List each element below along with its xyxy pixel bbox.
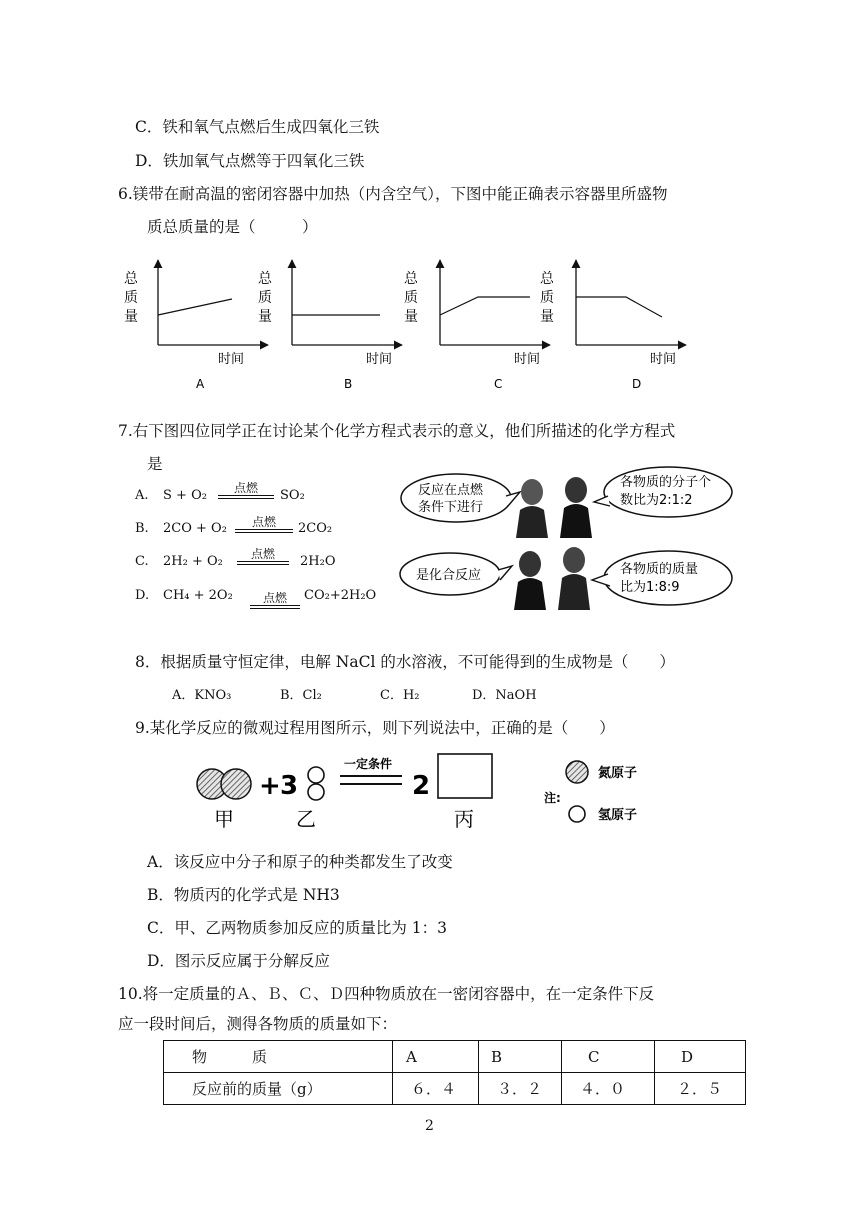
legend xyxy=(544,761,637,823)
table-cell: 反应前的质量（g） xyxy=(164,1073,393,1105)
graph-d-ylabel-2: 质 xyxy=(540,290,554,306)
graph-b-ylabel-3: 量 xyxy=(258,309,272,325)
q9-option-d: D．图示反应属于分解反应 xyxy=(147,952,330,970)
q9-option-c: C．甲、乙两物质参加反应的质量比为 1：3 xyxy=(147,919,448,937)
table-row xyxy=(164,1073,746,1105)
q7-option-b-lhs: 2CO + O₂ xyxy=(163,521,227,536)
table-header-cell: C xyxy=(562,1041,655,1073)
student-top-left-icon xyxy=(516,479,548,538)
q9-reaction-diagram xyxy=(170,746,670,836)
bubble-tl-line1: 反应在点燃 xyxy=(418,483,484,498)
graph-c xyxy=(404,260,550,391)
question-8: 8．根据质量守恒定律，电解 NaCl 的水溶液，不可能得到的生成物是（ ） xyxy=(135,653,675,671)
q7-option-c-label: C. xyxy=(135,554,149,569)
graph-c-xlabel: 时间 xyxy=(514,352,541,367)
graph-d-xlabel: 时间 xyxy=(650,352,677,367)
q7-option-c-rhs: 2H₂O xyxy=(300,554,336,569)
q7-option-b-label: B. xyxy=(135,521,149,536)
table-header-cell: B xyxy=(479,1041,562,1073)
legend-note: 注: xyxy=(544,791,561,805)
q7-option-d-lhs: CH₄ + 2O₂ xyxy=(163,588,233,603)
table-cell: ６．４ xyxy=(393,1073,479,1105)
bubble-bottom-right xyxy=(592,551,732,605)
graph-c-name: C xyxy=(494,377,503,391)
q6-graphs xyxy=(0,255,860,425)
bubble-tl-line2: 条件下进行 xyxy=(418,500,484,515)
q7-option-d-condition: 点燃 xyxy=(250,592,300,609)
coefficient-c: 2 xyxy=(412,771,431,801)
bubble-top-left xyxy=(401,474,520,522)
q7-option-a-lhs: S + O₂ xyxy=(163,488,207,503)
bubble-tr-line2: 数比为2:1:2 xyxy=(620,493,693,508)
graph-a xyxy=(124,260,268,391)
bubble-bottom-left xyxy=(400,553,512,595)
label-bing: 丙 xyxy=(454,807,474,831)
student-bottom-right-icon xyxy=(558,547,590,610)
q7-option-b-condition: 点燃 xyxy=(235,516,293,533)
reaction-condition: 一定条件 xyxy=(344,757,393,771)
q7-option-c-lhs: 2H₂ + O₂ xyxy=(163,554,223,569)
q8-option-d: D．NaOH xyxy=(472,688,537,703)
question-6-line1: 6.镁带在耐高温的密闭容器中加热（内含空气），下图中能正确表示容器里所盛物 xyxy=(118,185,668,203)
plus-sign: + xyxy=(259,771,281,801)
student-bottom-left-icon xyxy=(514,551,546,610)
question-6-line2: 质总质量的是（ ） xyxy=(147,218,318,236)
question-7-line1: 7.右下图四位同学正在讨论某个化学方程式表示的意义，他们所描述的化学方程式 xyxy=(118,422,676,440)
question-9: 9.某化学反应的微观过程用图所示，则下列说法中，正确的是（ ） xyxy=(135,719,615,737)
page-number: 2 xyxy=(425,1118,434,1134)
q8-option-c: C．H₂ xyxy=(380,688,420,703)
graph-b-ylabel-1: 总 xyxy=(258,271,272,287)
bubble-tr-line1: 各物质的分子个 xyxy=(620,475,712,490)
graph-b-xlabel: 时间 xyxy=(366,352,393,367)
q7-option-a-condition: 点燃 xyxy=(218,482,274,499)
bubble-br-line2: 比为1:8:9 xyxy=(620,580,680,595)
q10-table xyxy=(163,1040,746,1105)
graph-d-name: D xyxy=(632,377,642,391)
q7-option-d-label: D. xyxy=(135,588,150,603)
table-cell: ３．２ xyxy=(479,1073,562,1105)
table-row xyxy=(164,1041,746,1073)
molecule-n2-icon xyxy=(197,769,251,799)
graph-a-name: A xyxy=(196,377,205,391)
option-d: D．铁加氧气点燃等于四氧化三铁 xyxy=(135,152,365,170)
table-header-cell: A xyxy=(393,1041,479,1073)
graph-a-ylabel-1: 总 xyxy=(124,271,138,287)
q7-option-d-rhs: CO₂+2H₂O xyxy=(304,588,377,603)
nitrogen-atom-icon xyxy=(566,761,588,783)
q9-option-b: B．物质丙的化学式是 NH3 xyxy=(147,886,340,904)
question-10-line1: 10.将一定质量的Ａ、Ｂ、Ｃ、Ｄ四种物质放在一密闭容器中，在一定条件下反 xyxy=(118,985,655,1003)
table-cell: ２．５ xyxy=(655,1073,746,1105)
graph-d xyxy=(540,260,686,391)
question-10-line2: 应一段时间后，测得各物质的质量如下： xyxy=(118,1015,398,1033)
q9-option-a: A．该反应中分子和原子的种类都发生了改变 xyxy=(147,853,453,871)
table-header-cell: D xyxy=(655,1041,746,1073)
student-top-right-icon xyxy=(560,477,592,538)
graph-d-ylabel-1: 总 xyxy=(540,271,554,287)
graph-a-ylabel-2: 质 xyxy=(124,290,138,306)
coefficient-b: 3 xyxy=(280,771,299,801)
graph-a-xlabel: 时间 xyxy=(218,352,245,367)
graph-b-name: B xyxy=(344,377,353,391)
table-cell: ４．０ xyxy=(562,1073,655,1105)
legend-hydrogen: 氢原子 xyxy=(598,808,638,823)
graph-a-ylabel-3: 量 xyxy=(124,309,138,325)
q8-option-b: B．Cl₂ xyxy=(280,688,322,703)
q8-option-a: A．KNO₃ xyxy=(172,688,232,703)
q7-option-b-rhs: 2CO₂ xyxy=(298,521,333,536)
hydrogen-atom-icon xyxy=(569,806,585,822)
bubble-br-line1: 各物质的质量 xyxy=(620,562,699,577)
legend-nitrogen: 氮原子 xyxy=(598,766,638,781)
table-header-cell: 物 质 xyxy=(164,1041,393,1073)
label-jia: 甲 xyxy=(214,807,234,831)
molecule-h2-icon xyxy=(308,767,324,800)
q7-option-a-rhs: SO₂ xyxy=(280,488,305,503)
graph-c-ylabel-3: 量 xyxy=(404,309,418,325)
option-c: C．铁和氧气点燃后生成四氧化三铁 xyxy=(135,118,380,136)
graph-b xyxy=(258,260,402,391)
label-yi: 乙 xyxy=(296,807,316,831)
bubble-top-right xyxy=(594,467,732,517)
graph-c-ylabel-1: 总 xyxy=(404,271,418,287)
q7-discussion-illustration xyxy=(398,462,738,612)
q7-option-a-label: A. xyxy=(135,488,149,503)
graph-b-ylabel-2: 质 xyxy=(258,290,272,306)
product-empty-box xyxy=(438,754,492,798)
q7-option-c-condition: 点燃 xyxy=(237,548,289,565)
graph-c-ylabel-2: 质 xyxy=(404,290,418,306)
reaction-condition-equals xyxy=(340,756,402,784)
bubble-bl-line1: 是化合反应 xyxy=(416,568,482,583)
graph-d-ylabel-3: 量 xyxy=(540,309,554,325)
question-7-line2: 是 xyxy=(147,455,163,473)
